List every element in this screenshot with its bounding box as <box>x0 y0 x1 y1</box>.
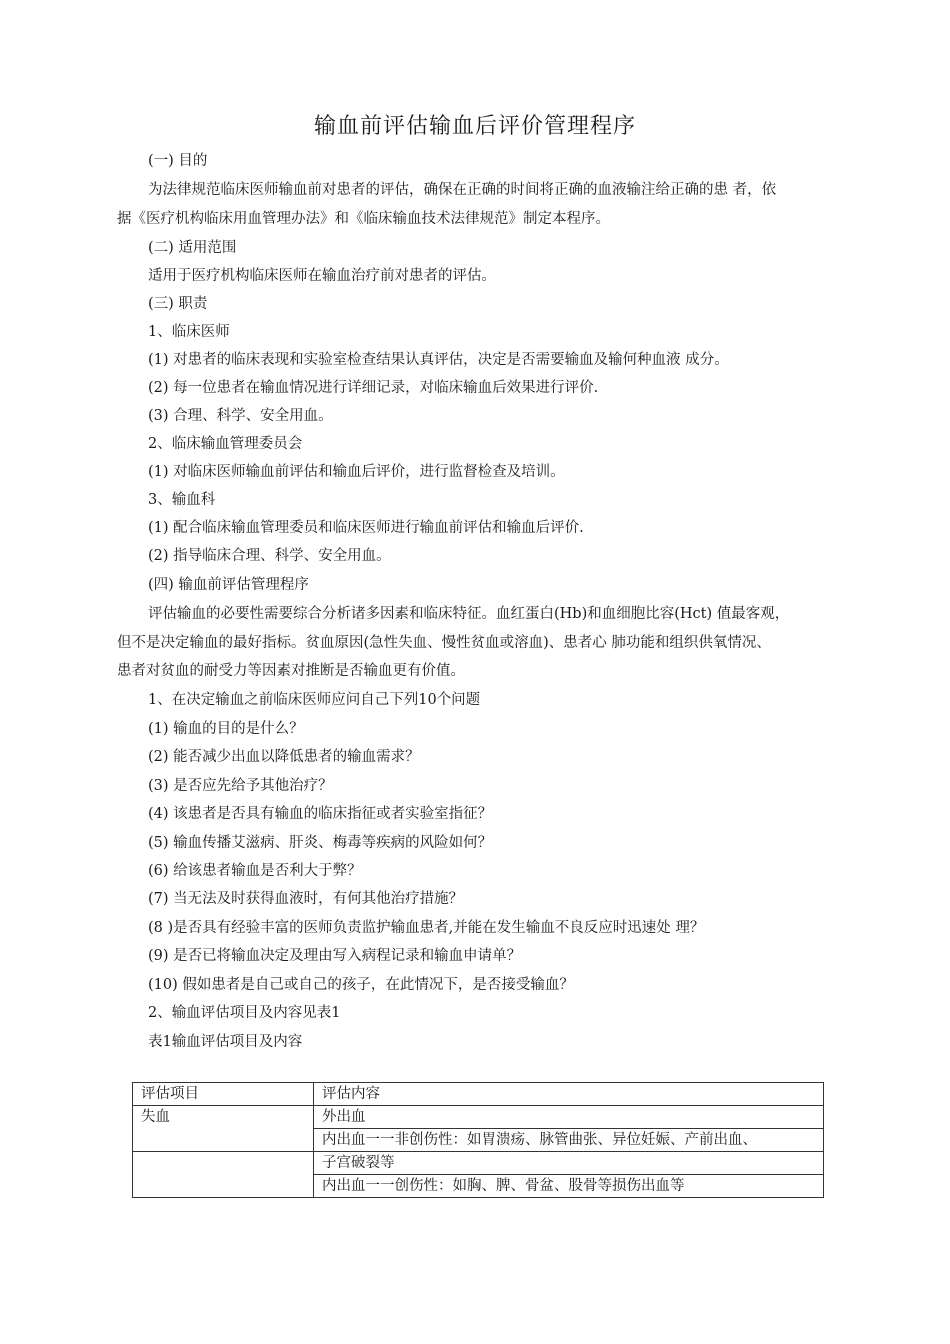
list-item: (5) 输血传播艾滋病、肝炎、梅毒等疾病的风险如何？ <box>148 835 493 851</box>
table-cell-content: 内出血一一创伤性：如胸、脾、骨盆、股骨等损伤出血等 <box>314 1175 824 1198</box>
list-item: (6) 给该患者输血是否利大于弊？ <box>148 863 362 879</box>
subsection-heading: 3、输血科 <box>148 492 216 508</box>
list-item: (10) 假如患者是自己或自己的孩子，在此情况下，是否接受输血？ <box>148 977 574 993</box>
table-header-cell: 评估项目 <box>133 1083 314 1106</box>
table-cell-item <box>133 1152 314 1198</box>
table-cell-content: 外出血 <box>314 1106 824 1129</box>
section-heading: (一) 目的 <box>148 153 208 169</box>
list-item: (1) 对患者的临床表现和实验室检查结果认真评估，决定是否需要输血及输何种血液 成分。 <box>148 352 729 368</box>
subsection-heading: 2、输血评估项目及内容见表1 <box>148 1005 341 1021</box>
section-heading: (四) 输血前评估管理程序 <box>148 577 309 593</box>
assessment-table <box>132 1082 824 1198</box>
list-item: (4) 该患者是否具有输血的临床指征或者实验室指征？ <box>148 806 493 822</box>
list-item: (1) 输血的目的是什么？ <box>148 721 304 737</box>
list-item: (2) 指导临床合理、科学、安全用血。 <box>148 548 391 564</box>
paragraph-line: 评估输血的必要性需要综合分析诸多因素和临床特征。血红蛋白(Hb)和血细胞比容(Hct) 值最客观， <box>148 606 790 622</box>
subsection-heading: 1、临床医师 <box>148 324 230 340</box>
paragraph-line: 适用于医疗机构临床医师在输血治疗前对患者的评估。 <box>148 268 496 284</box>
table-caption: 表1输血评估项目及内容 <box>148 1034 303 1050</box>
table-header-cell: 评估内容 <box>314 1083 824 1106</box>
subsection-heading: 2、临床输血管理委员会 <box>148 436 303 452</box>
paragraph-line: 据《医疗机构临床用血管理办法》和《临床输血技术法律规范》制定本程序。 <box>117 211 610 227</box>
table-cell-content: 子宫破裂等 <box>314 1152 824 1175</box>
section-heading: (二) 适用范围 <box>148 240 237 256</box>
page-bottom-margin <box>0 1214 950 1344</box>
list-item: (1) 配合临床输血管理委员和临床医师进行输血前评估和输血后评价. <box>148 520 584 536</box>
section-heading: (三) 职责 <box>148 296 208 312</box>
list-item: (2) 每一位患者在输血情况进行详细记录，对临床输血后效果进行评价. <box>148 380 599 396</box>
list-item: (7) 当无法及时获得血液时，有何其他治疗措施？ <box>148 891 464 907</box>
table-cell-content: 内出血一一非创伤性：如胃溃疡、脉管曲张、异位妊娠、产前出血、 <box>314 1129 824 1152</box>
list-item: (3) 是否应先给予其他治疗？ <box>148 778 333 794</box>
list-item: (3) 合理、科学、安全用血。 <box>148 408 333 424</box>
paragraph-line: 但不是决定输血的最好指标。贫血原因(急性失血、慢性贫血或溶血)、患者心 肺功能和组织供氧情况、 <box>117 635 771 651</box>
list-item: (2) 能否减少出血以降低患者的输血需求？ <box>148 749 420 765</box>
list-item: (9) 是否已将输血决定及理由写入病程记录和输血申请单？ <box>148 948 522 964</box>
table-cell-item: 失血 <box>133 1106 314 1152</box>
table-row <box>133 1106 824 1129</box>
subsection-heading: 1、在决定输血之前临床医师应问自己下列10个问题 <box>148 692 481 708</box>
paragraph-line: 为法律规范临床医师输血前对患者的评估，确保在正确的时间将正确的血液输注给正确的患 者，依 <box>148 182 777 198</box>
table-row <box>133 1152 824 1175</box>
list-item: (1) 对临床医师输血前评估和输血后评价，进行监督检查及培训。 <box>148 464 565 480</box>
paragraph-line: 患者对贫血的耐受力等因素对推断是否输血更有价值。 <box>117 663 465 679</box>
document-title: 输血前评估输血后评价管理程序 <box>313 114 636 139</box>
table-header-row <box>133 1083 824 1106</box>
list-item: (8 )是否具有经验丰富的医师负责监护输血患者,并能在发生输血不良反应时迅速处 理？ <box>148 920 705 936</box>
